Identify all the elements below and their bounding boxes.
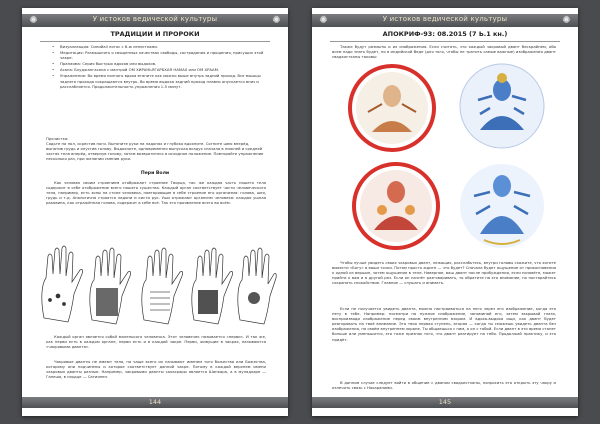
red-circle-deity-top-left: [350, 66, 434, 150]
hand-diagram-3: [142, 248, 183, 324]
right-subheader-rule: [330, 41, 560, 42]
left-footer-band: [22, 397, 288, 408]
page-number: 145: [438, 398, 452, 406]
hand-diagram-5: [238, 248, 276, 324]
page-number: 144: [148, 398, 162, 406]
chakra-deities-illustration: [334, 60, 562, 255]
practice-bullet-list: [52, 44, 266, 90]
paragraph: Как человек своим строением отображает строение Творца, так же каждая часть нашего тела содержит в себе отображение всего нашего существа. Каждый орган соответствует части человеческого тела, например, есть зоны на стопе человека, повторяющие в себе строение его организма: голова, шея, грудь и т.д. Аналогично строятся ладони и кисти рук. Уши отражают организм человека: каждая ушная раковина, как отражённая голова, содержит в себе всё. Так это проявление всего во всём.: [46, 180, 266, 206]
list-item: • Упражнение: Во время полного вдоха втяните как можно выше внутрь задний проход. Все мышцы заднего прохода сокращаются внутрь. Во время выдоха задний проход плавно опускается вниз и расслабляется. Продолжительность упражнения 1-5 минут.: [52, 73, 261, 89]
left-hand-diagram: [42, 246, 83, 322]
left-header-band: [22, 14, 288, 27]
list-item: • Визуализация: Синийail лотос с 6-ю лепестками.: [52, 44, 159, 49]
left-subheader: [22, 30, 288, 40]
blue-deity-top-right: [460, 64, 544, 148]
paragraph: В данном случае следует войти в общение с двапом свадхистханы, попросить его открыть эту чакру и излечить связь с Нахараними.: [332, 380, 556, 391]
lotus-ornament-icon: ✺: [272, 15, 281, 26]
list-item: • Медитация: Размышлять о священных качествах свободы, сострадания и прощения, присущих этой чакре.: [52, 50, 264, 61]
lotus-ornament-icon: ✺: [319, 15, 328, 26]
left-subheader-rule: [40, 41, 270, 42]
left-subheader-text: ТРАДИЦИИ И ПРОРОКИ: [110, 30, 200, 38]
left-page: [22, 8, 288, 416]
right-footer-band: [312, 397, 578, 408]
paragraph: Каждый орган является собой маленького человечка. Этот человечек называется «перви». И так же, как перви есть в каждом органе, перви есть и в каждой чакре. Перви, живущие в чакрах, называются «чакровыми двапта».: [46, 334, 266, 350]
hand-diagram-2: [90, 248, 131, 324]
red-circle-deity-bottom-left: [354, 164, 438, 248]
reading-block: [46, 136, 266, 161]
list-item: • Пранаяма: Серия быстрых вдохов или выдохов.: [52, 61, 157, 67]
right-header-band: [312, 14, 578, 27]
lotus-ornament-icon: ✺: [29, 15, 38, 26]
paragraph: Чакровые двапты не имеют тела, но чаще всего их называют именем того божества или Божества, которому они подчинены и которое соответствует данной чакре. Потому в каждой верхнем имени чакровых двапты разные. Например, чакровыми двапты сахасрары является Шанкара, а в муладхаре — Ганеша, в сердце — Сатиянен.: [46, 359, 266, 380]
right-subheader: [312, 30, 578, 40]
hand-diagram-4: [192, 248, 233, 324]
right-header-title: У истоков ведической культуры: [382, 15, 508, 23]
list-item: • Асана: Бхуджангасана с мантрой ОМ ХИРАНЬЯГАРБХАЯ НАМАХ или ОМ ХРААМ.: [52, 67, 220, 73]
paragraph: Также будут размыты и их изображения. Если считать, что каждый чакровый двапт бескрайнем, обо всем надо знать будет, но в индийской Веде (для того, чтобы не тратить самые важные) изображения двапт свадхистханы таковы:: [332, 44, 556, 60]
right-subheader-text: АПОКРИФ-93: 08.2015 (7 Ь.1 кн.): [382, 30, 508, 38]
palm-diagrams-illustration: [36, 238, 278, 328]
lotus-ornament-icon: ✺: [562, 15, 571, 26]
paragraph: Чтобы лучше увидеть своих чакровых двапт, лежащих, расслабьтесь, внутри головы скажите, что хотите вывести «Богу» в ваши точки. Потом просто ждите — что будет? Сначала будет ощущение от прикосновения к одной из вершин, затем ощущение в теле. Наверное, ваш двапт после пробуждения, если позовёте, может прийти к вам и в другой раз. Если он начнёт разговаривать, то обратите на это внимание, но постарайтесь сохранять спокойствие. Главное — слушать и внимать.: [332, 260, 556, 286]
left-header-title: У истоков ведической культуры: [92, 15, 218, 23]
section-title: Пери Воли: [140, 171, 170, 176]
paragraph: Если не получается увидеть двапта, можно настраиваться на него через его изображение, когда его нету в тебе. Например: посмотри на нужное изображение, запоминай его, затем закрывай глаза, воспроизводи изображение перед своим внутренним взором. И вдоха-выдоха ищи, как двапт будет реагировать на твоё внимание. Это твоя первая ступень, вторая — когда ты сможешь увидеть двапта без изображения, на своём внутреннем экране. Ты общаешься с ним, а он с тобой. Если двапт в это время станет больше или уменьшится, это тоже признак того, что двапт реагирует на тебя. Продолжай практику, и это придёт.: [332, 306, 556, 342]
blue-deity-bottom-right: [460, 164, 544, 248]
reading-label: Прочистка:: [46, 136, 69, 141]
right-page: [312, 8, 578, 416]
reading-text: Сядьте на пол, скрестив ноги. Вытяните руки на ладонях и глубоко вдохните. Согните шею вперёд, выпятив грудь и опустив голову. Выдохните, одновременно выпуская воздух сначала в нижней и средней частях тела вперёд, отвернув голову; затем возвратитесь в исходное положение. Повторяйте упражнение несколько раз, при желании сменив руки.: [46, 141, 264, 162]
